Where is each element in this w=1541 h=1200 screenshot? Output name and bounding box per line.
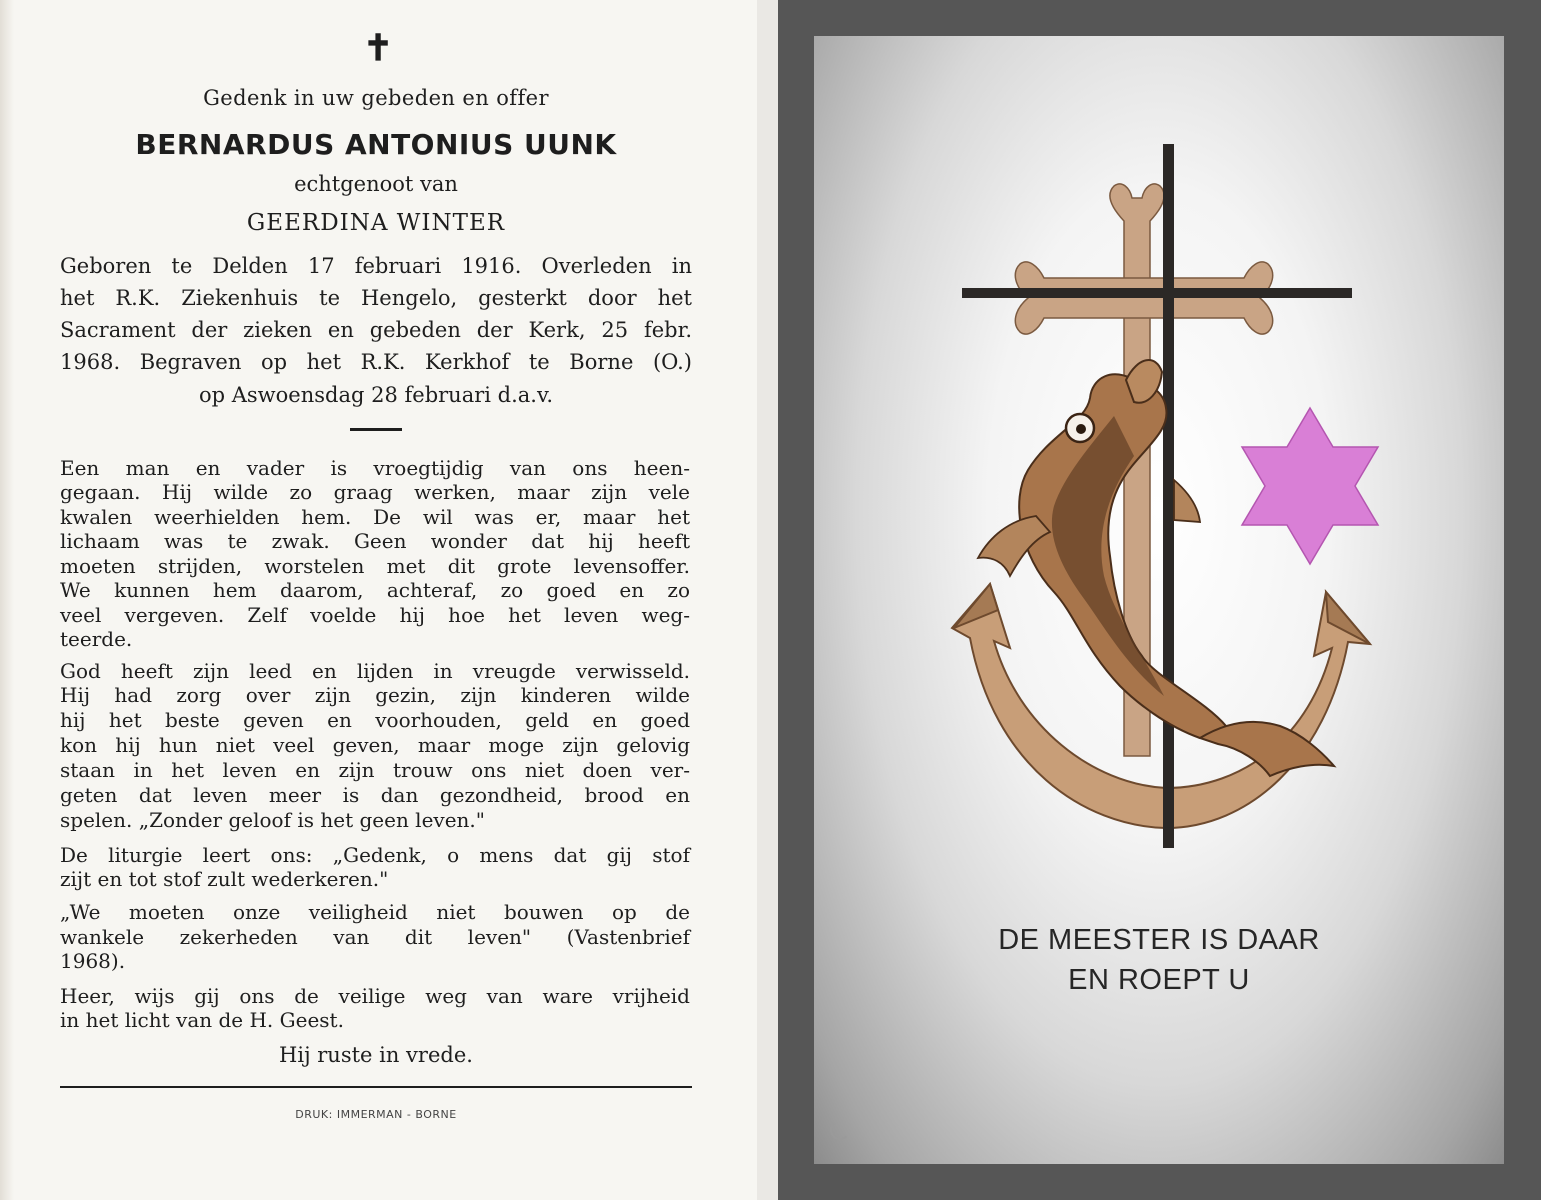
spouse-label: echtgenoot van [294,172,458,196]
intro-line: Gedenk in uw gebeden en offer [203,86,549,110]
paragraph-line: De liturgie leert ons: „Gedenk, o mens dat gij stof [60,843,690,867]
deceased-name: BERNARDUS ANTONIUS UUNK [135,128,617,161]
paragraph-line: in het licht van de H. Geest. [60,1008,344,1032]
printer-credit: DRUK: IMMERMAN - BORNE [295,1108,457,1121]
image-panel [814,36,1504,1164]
divider [60,1086,692,1088]
emblem [814,36,1504,896]
memorial-card-image-side [778,0,1541,1200]
bio-line: het R.K. Ziekenhuis te Hengelo, gesterkt door het [60,286,692,310]
motto-line-2: EN ROEPT U [1068,964,1250,996]
star-icon [1242,408,1378,564]
paragraph-line: 1968). [60,949,126,973]
paragraph-line: zijt en tot stof zult wederkeren." [60,867,389,891]
paragraph-line: „We moeten onze veiligheid niet bouwen op de [60,900,690,924]
paragraph-line: Heer, wijs gij ons de veilige weg van ware vrijheid [60,984,690,1008]
paragraph-line: kon hij hun niet veel geven, maar moge zijn gelovig [60,733,690,757]
divider [350,428,402,431]
spouse-name: GEERDINA WINTER [246,210,506,236]
motto-line-1: DE MEESTER IS DAAR [998,924,1320,956]
bio-line: Sacrament der zieken en gebeden der Kerk, 25 febr. [60,318,692,342]
paragraph-line: staan in het leven en zijn trouw ons niet doen ver- [60,758,690,782]
bio-line: 1968. Begraven op het R.K. Kerkhof te Borne (O.) [60,350,692,374]
paragraph-line: kwalen weerhielden hem. De wil was er, maar het [60,505,690,529]
bio-line: op Aswoensdag 28 februari d.a.v. [198,383,554,407]
paragraph-line: God heeft zijn leed en lijden in vreugde verwisseld. [60,659,690,683]
paragraph-line: lichaam was te zwak. Geen wonder dat hij heeft [60,529,690,553]
paragraph-line: Een man en vader is vroegtijdig van ons heen- [60,456,690,480]
paragraph-line: veel vergeven. Zelf voelde hij hoe het leven weg- [60,603,690,627]
publisher-mark-icon [830,1120,850,1140]
paragraph-line: spelen. „Zonder geloof is het geen leven." [60,808,485,832]
closing-line: Hij ruste in vrede. [279,1043,473,1067]
paragraph-line: moeten strijden, worstelen met dit grote levensoffer. [60,554,690,578]
paragraph-line: teerde. [60,627,133,651]
paragraph-line: hij het beste geven en voorhouden, geld en goed [60,708,690,732]
card-crease [0,0,14,1200]
paragraph-line: gegaan. Hij wilde zo graag werken, maar zijn vele [60,480,690,504]
paragraph-line: wankele zekerheden van dit leven" (Vastenbrief [60,925,690,949]
memorial-card-text-side [0,0,757,1200]
bio-line: Geboren te Delden 17 februari 1916. Overleden in [60,254,692,278]
paragraph-line: geten dat leven meer is dan gezondheid, brood en [60,783,690,807]
paragraph-line: We kunnen hem daarom, achteraf, zo goed en zo [60,578,690,602]
cross-icon: ✝ [363,27,394,69]
paragraph-line: Hij had zorg over zijn gezin, zijn kinderen wilde [60,683,690,707]
